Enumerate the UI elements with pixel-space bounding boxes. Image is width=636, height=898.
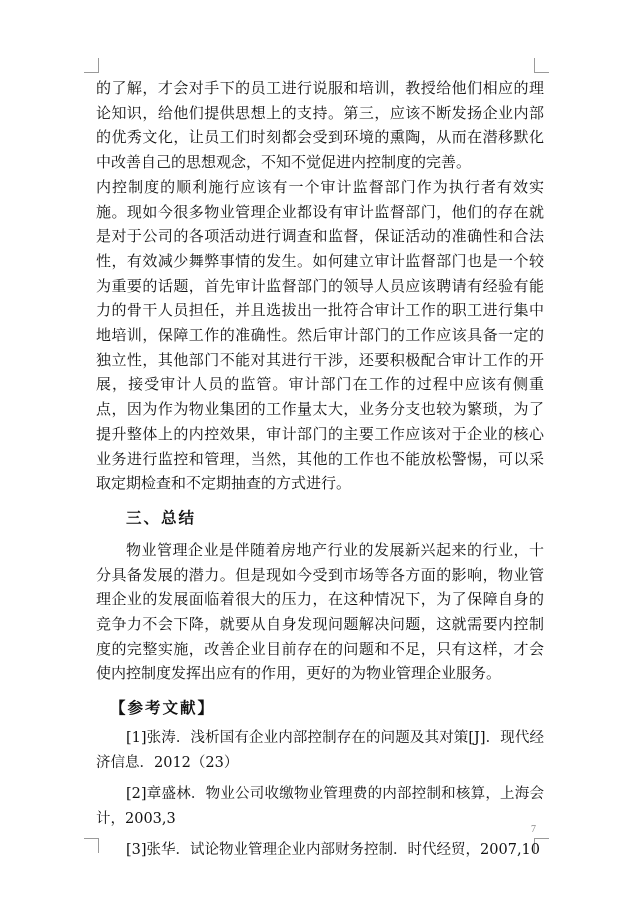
body-paragraph-continued: 的了解，才会对手下的员工进行说服和培训，教授给他们相应的理论知识，给他们提供思想上的支持。第三，应该不断发扬企业内部的优秀文化，让员工们时刻都会受到环境的熏陶，从而在潜移默化中改善自己的思想观念，不知不觉促进内控制度的完善。 [96,79,544,172]
page-number: 7 [531,824,536,835]
reference-item-3: [3]张华．试论物业管理企业内部财务控制．时代经贸，2007,10 [126,842,540,859]
reference-item-2: [2]章盛林．物业公司收缴物业管理费的内部控制和核算，上海会计，2003,3 [96,786,544,828]
crop-mark-top-right [534,58,549,73]
conclusion-paragraph: 物业管理企业是伴随着房地产行业的发展新兴起来的行业，十分具备发展的潜力。但是现如今受到市场等各方面的影响，物业管理企业的发展面临着很大的压力，在这种情况下，为了保障自身的竞争力不会下降，就要从自身发现问题解决问题，这就需要内控制度的完整实施，改善企业目前存在的问题和不足，只有这样，才会使内控制度发挥出应有的作用，更好的为物业管理企业服务。 [96,540,544,683]
section-heading-summary: 三、总结 [126,507,197,527]
body-paragraph-audit: 内控制度的顺利施行应该有一个审计监督部门作为执行者有效实施。现如今很多物业管理企业都设有审计监督部门，他们的存在就是对于公司的各项活动进行调查和监督，保证活动的准确性和合法性，有效减少舞弊事情的发生。如何建立审计监督部门也是一个较为重要的话题，首先审计监督部门的领导人员应该聘请有经验有能力的骨干人员担任，并且选拔出一批符合审计工作的职工进行集中地培训，保障工作的准确性。然后审计部门的工作应该具备一定的独立性，其他部门不能对其进行干涉，还要积极配合审计工作的开展，接受审计人员的监管。审计部门在工作的过程中应该有侧重点，因为作为物业集团的工作量太大，业务分支也较为繁琐，为了提升整体上的内控效果，审计部门的主要工作应该对于企业的核心业务进行监控和管理，当然，其他的工作也不能放松警惕，可以采取定期检查和不定期抽查的方式进行。 [96,177,544,493]
reference-item-1: [1]张涛．浅析国有企业内部控制存在的问题及其对策[J]．现代经济信息．2012（23） [96,730,544,772]
page-content [96,76,544,863]
references-title: 【参考文献】 [110,698,216,718]
crop-mark-top-left [84,58,99,73]
